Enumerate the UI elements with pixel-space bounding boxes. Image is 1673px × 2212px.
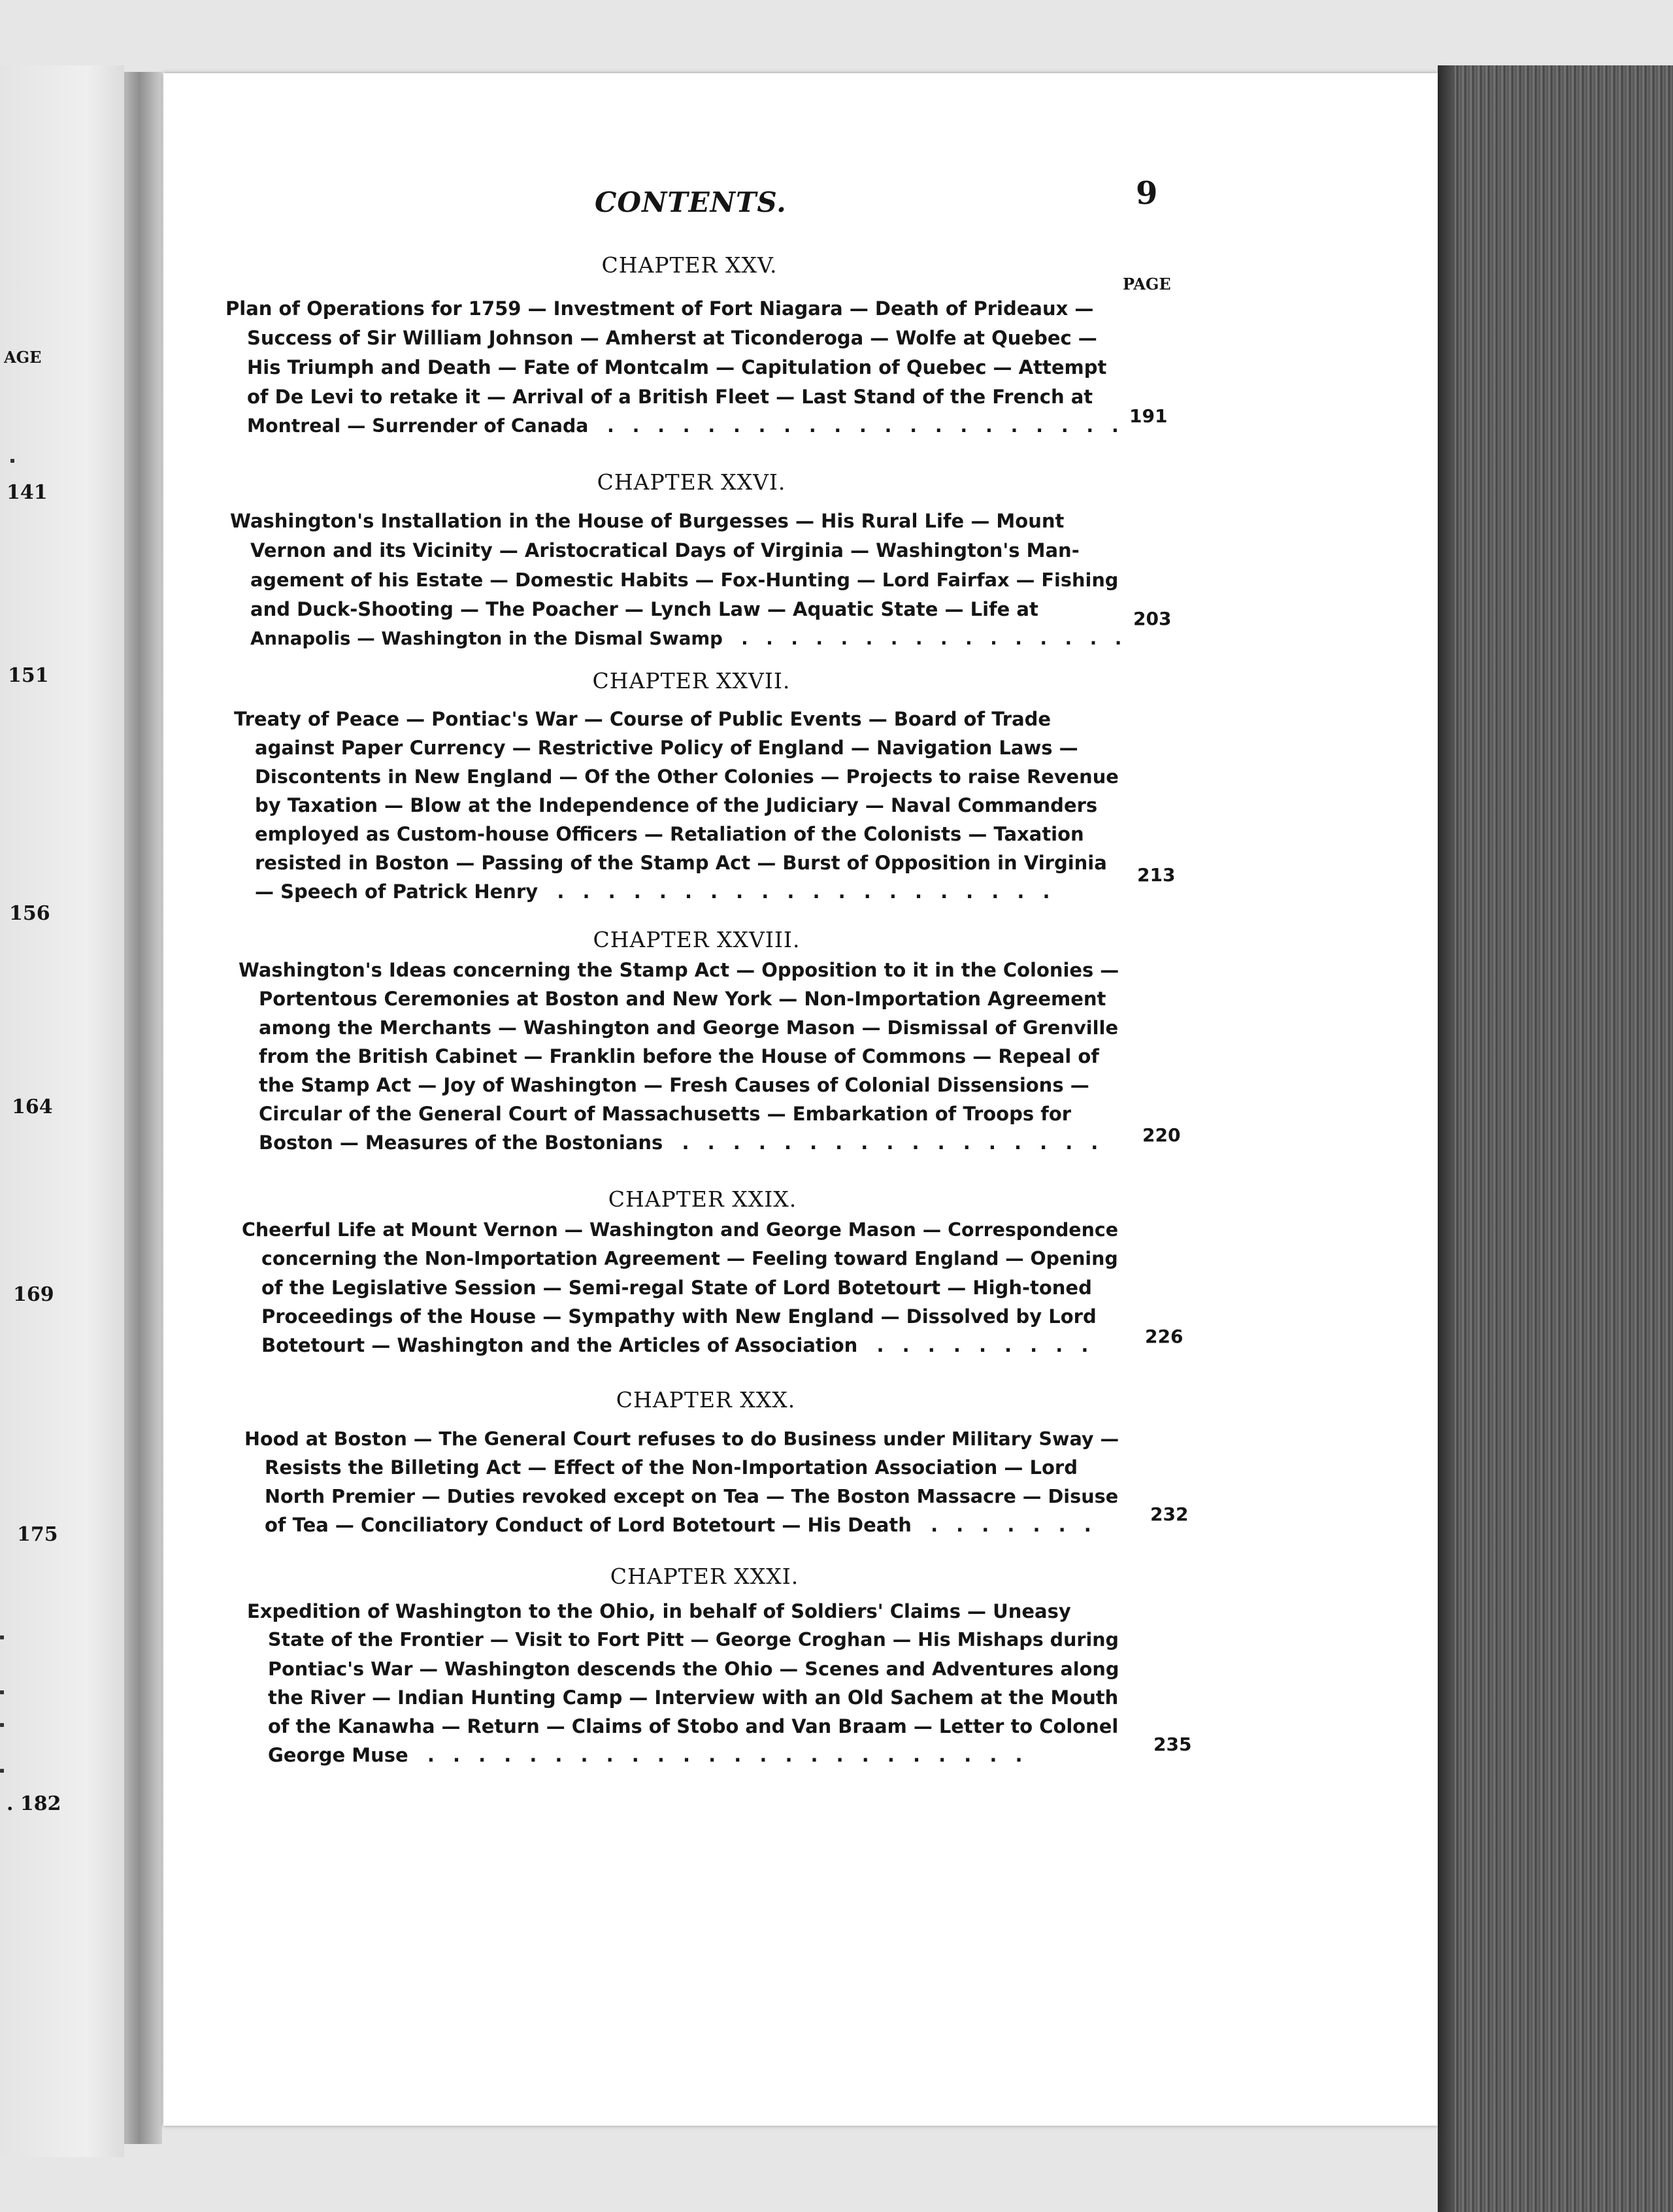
margin-speck — [0, 1769, 4, 1773]
left-page-number: 156 — [9, 902, 50, 925]
page-column-label: PAGE — [1123, 275, 1171, 293]
margin-speck — [10, 459, 14, 463]
chapter-summary-line: Circular of the General Court of Massachusetts — Embarkation of Troops for — [259, 1103, 1072, 1125]
chapter-summary-line: of the Legislative Session — Semi-regal State of Lord Botetourt — High-toned — [261, 1277, 1092, 1299]
chapter-page-ref: 220 — [1142, 1124, 1181, 1146]
chapter-summary-line-with-leader — [265, 1514, 1097, 1536]
chapter-summary-line: Annapolis — Washington in the Dismal Swamp — [250, 628, 723, 649]
chapter-heading: CHAPTER XXV. — [601, 252, 778, 278]
chapter-heading: CHAPTER XXVI. — [597, 469, 786, 495]
chapter-summary-line: the Stamp Act — Joy of Washington — Fresh Causes of Colonial Dissensions — — [259, 1074, 1089, 1096]
book-gutter — [124, 72, 162, 2144]
chapter-summary-line-with-leader — [261, 1334, 1094, 1356]
book-page-edges — [1438, 65, 1673, 2212]
chapter-summary-line: Expedition of Washington to the Ohio, in behalf of Soldiers' Claims — Uneasy — [247, 1600, 1071, 1622]
chapter-page-ref: 226 — [1145, 1326, 1184, 1347]
chapter-summary-line-with-leader — [250, 628, 1127, 649]
chapter-summary-line: Pontiac's War — Washington descends the Ohio — Scenes and Adventures along — [268, 1658, 1119, 1680]
chapter-summary-line: Vernon and its Vicinity — Aristocratical Days of Virginia — Washington's Man- — [250, 539, 1080, 561]
book-page — [163, 73, 1438, 2126]
chapter-summary-line: from the British Cabinet — Franklin before the House of Commons — Repeal of — [259, 1045, 1099, 1067]
left-page-number: . 182 — [7, 1792, 61, 1815]
chapter-summary-line: concerning the Non-Importation Agreement — Feeling toward England — Opening — [261, 1248, 1118, 1269]
chapter-summary-line: and Duck-Shooting — The Poacher — Lynch Law — Aquatic State — Life at — [250, 598, 1038, 620]
left-page-number: 169 — [13, 1283, 54, 1306]
chapter-summary-line: Portentous Ceremonies at Boston and New York — Non-Importation Agreement — [259, 988, 1106, 1010]
chapter-summary-line: Treaty of Peace — Pontiac's War — Course of Public Events — Board of Trade — [234, 708, 1052, 730]
chapter-summary-line: Washington's Installation in the House of Burgesses — His Rural Life — Mount — [230, 510, 1065, 532]
dot-leader: . . . . . . . . . . . . . . . . . . . . — [544, 880, 1056, 903]
chapter-summary-line: Botetourt — Washington and the Articles of Association — [261, 1334, 858, 1356]
chapter-summary-line: Resists the Billeting Act — Effect of the Non-Importation Association — Lord — [265, 1456, 1078, 1479]
chapter-summary-line: George Muse — [268, 1744, 408, 1766]
chapter-summary-line: Plan of Operations for 1759 — Investment of Fort Niagara — Death of Prideaux — — [225, 297, 1094, 320]
dot-leader: . . . . . . . . . . . . . . . . . . . . . . . . — [414, 1744, 1029, 1766]
chapter-summary-line: resisted in Boston — Passing of the Stamp Act — Burst of Opposition in Virginia — [255, 852, 1107, 874]
chapter-summary-line: Hood at Boston — The General Court refuses to do Business under Military Sway — — [244, 1428, 1119, 1450]
chapter-summary-line: of the Kanawha — Return — Claims of Stobo and Van Braam — Letter to Colonel — [268, 1715, 1119, 1737]
chapter-summary-line-with-leader — [255, 880, 1056, 903]
dot-leader: . . . . . . . . . . . . . . . . . — [669, 1131, 1104, 1154]
chapter-heading: CHAPTER XXVIII. — [593, 927, 801, 952]
chapter-summary-line: agement of his Estate — Domestic Habits — Fox-Hunting — Lord Fairfax — Fishing — [250, 569, 1119, 591]
chapter-summary-line: — Speech of Patrick Henry — [255, 880, 538, 903]
chapter-summary-line: employed as Custom-house Officers — Retaliation of the Colonists — Taxation — [255, 823, 1084, 845]
chapter-summary-line: His Triumph and Death — Fate of Montcalm — Capitulation of Quebec — Attempt — [247, 356, 1107, 378]
chapter-summary-line: Proceedings of the House — Sympathy with New England — Dissolved by Lord — [261, 1305, 1097, 1328]
chapter-summary-line: Discontents in New England — Of the Other Colonies — Projects to raise Revenue — [255, 765, 1119, 788]
chapter-summary-line: Cheerful Life at Mount Vernon — Washington and George Mason — Correspondence — [242, 1219, 1118, 1241]
chapter-summary-line: Washington's Ideas concerning the Stamp Act — Opposition to it in the Colonies — — [239, 959, 1119, 981]
chapter-summary-line: the River — Indian Hunting Camp — Interview with an Old Sachem at the Mouth — [268, 1686, 1119, 1709]
margin-speck — [0, 1690, 4, 1694]
chapter-summary-line: of Tea — Conciliatory Conduct of Lord Botetourt — His Death — [265, 1514, 912, 1536]
chapter-page-ref: 191 — [1129, 405, 1168, 427]
chapter-summary-line-with-leader — [259, 1131, 1104, 1154]
page-number: 9 — [1136, 175, 1158, 212]
left-page-number: 141 — [7, 481, 48, 504]
margin-speck — [0, 1635, 4, 1639]
running-title: CONTENTS. — [595, 186, 787, 218]
chapter-page-ref: 213 — [1137, 864, 1176, 886]
left-page-number: 151 — [8, 664, 49, 687]
chapter-summary-line: against Paper Currency — Restrictive Policy of England — Navigation Laws — — [255, 737, 1078, 759]
chapter-summary-line: Boston — Measures of the Bostonians — [259, 1131, 663, 1154]
chapter-page-ref: 203 — [1133, 608, 1172, 629]
chapter-summary-line: of De Levi to retake it — Arrival of a British Fleet — Last Stand of the French at — [247, 386, 1093, 408]
chapter-page-ref: 232 — [1150, 1503, 1189, 1525]
left-page-column-label: AGE — [4, 348, 42, 367]
dot-leader: . . . . . . . — [918, 1514, 1097, 1536]
dot-leader: . . . . . . . . . . . . . . . . . . . . . — [595, 415, 1125, 437]
margin-speck — [0, 1723, 4, 1727]
chapter-summary-line-with-leader — [268, 1744, 1028, 1766]
chapter-heading: CHAPTER XXXI. — [610, 1564, 799, 1589]
chapter-heading: CHAPTER XXIX. — [608, 1186, 797, 1212]
chapter-summary-line-with-leader — [247, 415, 1125, 437]
left-page-number: 164 — [12, 1096, 53, 1118]
dot-leader: . . . . . . . . . — [864, 1334, 1095, 1356]
chapter-page-ref: 235 — [1153, 1734, 1192, 1755]
chapter-summary-line: North Premier — Duties revoked except on Tea — The Boston Massacre — Disuse — [265, 1485, 1119, 1507]
chapter-summary-line: Montreal — Surrender of Canada — [247, 415, 589, 437]
chapter-summary-line: Success of Sir William Johnson — Amherst at Ticonderoga — Wolfe at Quebec — — [247, 327, 1097, 349]
chapter-summary-line: among the Merchants — Washington and George Mason — Dismissal of Grenville — [259, 1016, 1119, 1039]
dot-leader: . . . . . . . . . . . . . . . . — [729, 628, 1128, 649]
chapter-summary-line: by Taxation — Blow at the Independence of the Judiciary — Naval Commanders — [255, 794, 1098, 816]
chapter-heading: CHAPTER XXVII. — [592, 668, 791, 694]
left-page-number: 175 — [17, 1523, 58, 1546]
chapter-heading: CHAPTER XXX. — [616, 1387, 796, 1413]
chapter-summary-line: State of the Frontier — Visit to Fort Pitt — George Croghan — His Mishaps during — [268, 1629, 1119, 1651]
